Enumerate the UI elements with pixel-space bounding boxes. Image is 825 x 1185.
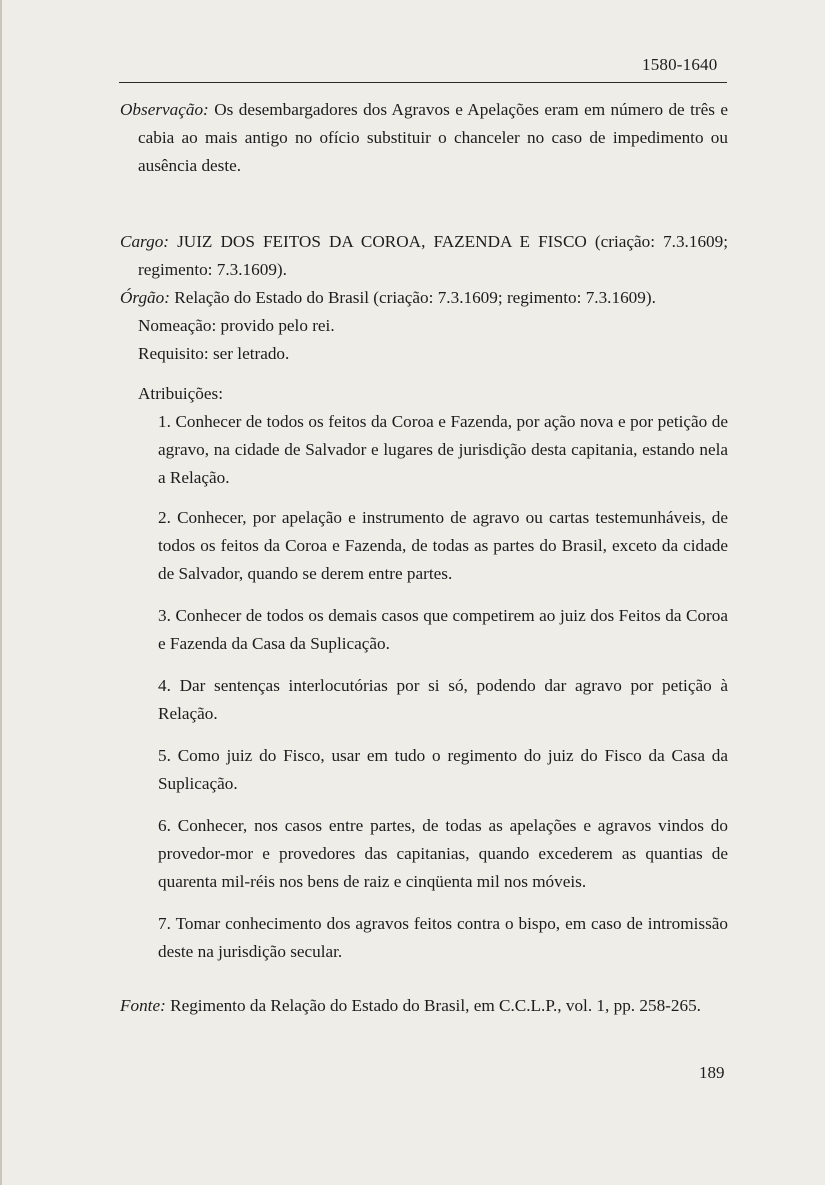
observacao-text: Os desembargadores dos Agravos e Apelações eram em número de três e cabia ao mais antigo no ofício substituir o chanceler no caso de impedimento ou ausência deste. xyxy=(138,100,728,175)
cargo-label: Cargo: xyxy=(120,232,170,251)
observacao-paragraph xyxy=(120,96,728,180)
item-number: 7. xyxy=(158,914,171,933)
item-text: Conhecer, nos casos entre partes, de todas as apelações e agravos vindos do provedor-mor e provedores das capitanias, quando excederem as quantias de quarenta mil-réis nos bens de raiz e cinqüenta mil nos móveis. xyxy=(158,816,728,891)
page-number: 189 xyxy=(699,1063,725,1082)
spacer xyxy=(120,492,728,504)
list-item xyxy=(120,812,728,896)
spacer xyxy=(120,368,728,380)
spacer xyxy=(120,180,728,204)
item-number: 4. xyxy=(158,676,171,695)
body-text xyxy=(120,96,728,1020)
item-text: Conhecer de todos os demais casos que competirem ao juiz dos Feitos da Coroa e Fazenda da Casa da Suplicação. xyxy=(158,606,728,653)
list-item xyxy=(120,742,728,798)
fonte-paragraph xyxy=(120,992,728,1020)
item-text: Conhecer de todos os feitos da Coroa e Fazenda, por ação nova e por petição de agravo, na cidade de Salvador e lugares de jurisdição desta capitania, estando nela a Relação. xyxy=(158,412,729,487)
orgao-text: Relação do Estado do Brasil (criação: 7.3.1609; regimento: 7.3.1609). xyxy=(174,288,656,307)
spacer xyxy=(120,204,728,228)
observacao-label: Observação: xyxy=(120,100,209,119)
list-item xyxy=(120,672,728,728)
orgao-paragraph xyxy=(120,284,728,312)
spacer xyxy=(120,896,728,910)
list-item xyxy=(120,408,728,492)
atribuicoes-heading: Atribuições: xyxy=(138,384,223,403)
cargo-text: JUIZ DOS FEITOS DA COROA, FAZENDA E FISCO (criação: 7.3.1609; regimento: 7.3.1609). xyxy=(138,232,729,279)
spacer xyxy=(120,588,728,602)
item-text: Tomar conhecimento dos agravos feitos contra o bispo, em caso de intromissão deste na jurisdição secular. xyxy=(158,914,728,961)
item-text: Dar sentenças interlocutórias por si só, podendo dar agravo por petição à Relação. xyxy=(158,676,728,723)
item-number: 5. xyxy=(158,746,171,765)
item-text: Como juiz do Fisco, usar em tudo o regimento do juiz do Fisco da Casa da Suplicação. xyxy=(158,746,728,793)
item-number: 6. xyxy=(158,816,171,835)
item-number: 2. xyxy=(158,508,171,527)
item-text: Conhecer, por apelação e instrumento de agravo ou cartas testemunháveis, de todos os feitos da Coroa e Fazenda, de todas as partes do Brasil, exceto da cidade de Salvador, quando se derem entre partes. xyxy=(158,508,728,583)
running-head-period: 1580-1640 xyxy=(642,55,718,74)
orgao-label: Órgão: xyxy=(120,288,170,307)
spacer xyxy=(120,728,728,742)
spacer xyxy=(120,798,728,812)
nomeacao-line: Nomeação: provido pelo rei. xyxy=(138,316,335,335)
cargo-paragraph xyxy=(120,228,728,284)
requisito-line: Requisito: ser letrado. xyxy=(138,344,290,363)
header-rule xyxy=(119,82,727,83)
spacer xyxy=(120,658,728,672)
spacer xyxy=(120,980,728,992)
item-number: 1. xyxy=(158,412,171,431)
fonte-text: Regimento da Relação do Estado do Brasil, em C.C.L.P., vol. 1, pp. 258-265. xyxy=(170,996,701,1015)
list-item xyxy=(120,602,728,658)
item-number: 3. xyxy=(158,606,171,625)
spacer xyxy=(120,966,728,980)
list-item xyxy=(120,910,728,966)
list-item xyxy=(120,504,728,588)
fonte-label: Fonte: xyxy=(120,996,166,1015)
